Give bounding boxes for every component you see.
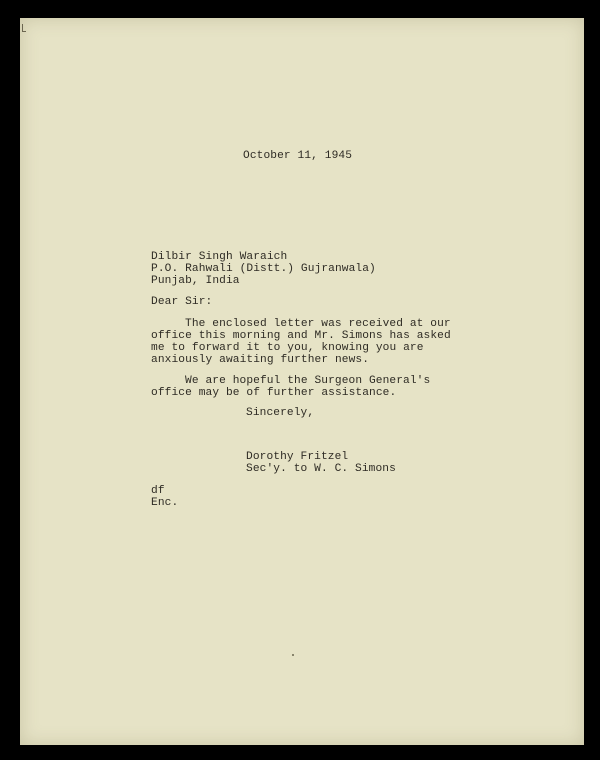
- body-line: office may be of further assistance.: [151, 387, 397, 399]
- recipient-address-line-2: Punjab, India: [151, 275, 240, 287]
- recipient-name: Dilbir Singh Waraich: [151, 251, 288, 263]
- signature-title: Sec'y. to W. C. Simons: [246, 463, 396, 475]
- body-line: anxiously awaiting further news.: [151, 354, 370, 366]
- salutation: Dear Sir:: [151, 296, 213, 308]
- typist-initials: df: [151, 485, 165, 497]
- letter-date: October 11, 1945: [243, 150, 353, 162]
- body-line: The enclosed letter was received at our: [185, 318, 451, 330]
- closing: Sincerely,: [246, 407, 315, 419]
- recipient-address-line-1: P.O. Rahwali (Distt.) Gujranwala): [151, 263, 376, 275]
- body-line: We are hopeful the Surgeon General's: [185, 375, 431, 387]
- body-line: office this morning and Mr. Simons has asked: [151, 330, 451, 342]
- signature-name: Dorothy Fritzel: [246, 451, 349, 463]
- body-line: me to forward it to you, knowing you are: [151, 342, 424, 354]
- enclosure-notation: Enc.: [151, 497, 179, 509]
- paper-speck: [292, 654, 294, 656]
- page-corner-mark: [22, 24, 26, 32]
